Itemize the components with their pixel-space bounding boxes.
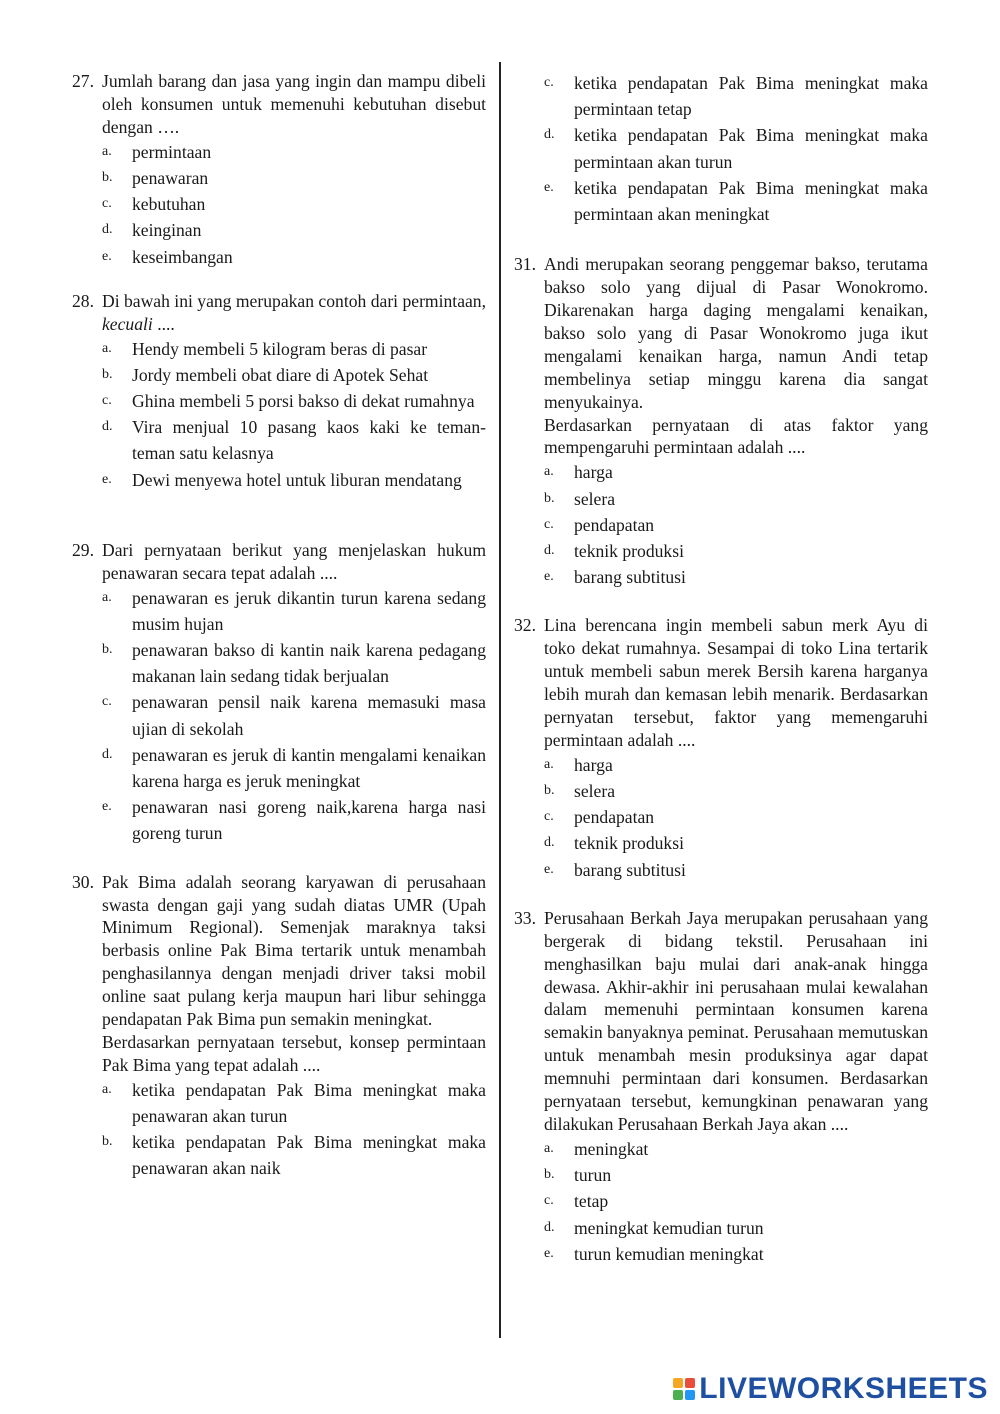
option-text: Ghina membeli 5 porsi bakso di dekat rumahnya <box>132 390 475 411</box>
option-text: penawaran <box>132 167 209 188</box>
question-33 <box>514 907 928 1267</box>
option-letter: b. <box>544 490 555 506</box>
liveworksheets-logo-icon <box>673 1378 695 1400</box>
option-letter: d. <box>544 542 555 558</box>
option-letter: d. <box>544 1219 555 1235</box>
logo-tile <box>673 1390 683 1400</box>
answer-option[interactable] <box>514 564 928 590</box>
option-text: penawaran bakso di kantin naik karena pedagang makanan lain sedang tidak berjualan <box>132 639 486 687</box>
answer-options <box>72 1077 486 1182</box>
option-text: keseimbangan <box>132 246 233 267</box>
question-number: 30. <box>72 871 94 892</box>
question-stem: Andi merupakan seorang penggemar bakso, terutama bakso solo yang dijual di Pasar Wonokromo. Dikarenakan harga daging mengalami kenaikan, bakso solo yang di Pasar Wonokromo juga ikut mengalami kenaikan harga, namun Andi tetap membelinya setiap minggu karena dia sangat menyukainya. <box>544 254 928 412</box>
option-text: penawaran pensil naik karena memasuki masa ujian di sekolah <box>132 692 486 739</box>
logo-tile <box>685 1390 695 1400</box>
answer-option[interactable] <box>514 459 928 485</box>
question-31 <box>514 253 928 590</box>
option-text: Dewi menyewa hotel untuk liburan mendatang <box>132 469 462 490</box>
option-letter: e. <box>544 179 554 195</box>
option-letter: e. <box>102 248 112 264</box>
option-text: Hendy membeli 5 kilogram beras di pasar <box>132 338 428 359</box>
question-29 <box>72 539 486 847</box>
answer-options <box>72 585 486 847</box>
question-number: 32. <box>514 615 536 636</box>
option-text: kebutuhan <box>132 194 206 215</box>
answer-options <box>72 336 486 493</box>
option-text: tetap <box>574 1191 609 1212</box>
answer-option[interactable] <box>72 1129 486 1181</box>
option-letter: c. <box>102 694 112 710</box>
question-number: 29. <box>72 539 94 560</box>
answer-option[interactable] <box>514 1162 928 1188</box>
question-number: 33. <box>514 907 536 928</box>
answer-option[interactable] <box>514 857 928 883</box>
option-text: meningkat kemudian turun <box>574 1217 764 1238</box>
question-stem: Lina berencana ingin membeli sabun merk Ayu di toko dekat rumahnya. Sesampai di toko Lina tertarik untuk membeli sabun merek Bersih karena harganya lebih murah dan kemasan lebih menarik. Berdasarkan pernyatan tersebut, faktor yang memengaruhi permintaan adalah .... <box>544 615 928 750</box>
answer-option[interactable] <box>514 830 928 856</box>
answer-option[interactable] <box>514 1215 928 1241</box>
answer-option[interactable] <box>72 689 486 741</box>
answer-option[interactable] <box>72 585 486 637</box>
question-stem <box>102 290 486 336</box>
answer-option[interactable] <box>72 165 486 191</box>
answer-option[interactable] <box>514 778 928 804</box>
option-text: penawaran es jeruk dikantin turun karena sedang musim hujan <box>132 587 486 634</box>
option-text: ketika pendapatan Pak Bima meningkat maka penawaran akan turun <box>132 1079 486 1126</box>
logo-tile <box>685 1378 695 1388</box>
option-letter: c. <box>544 75 554 90</box>
stem-text: .... <box>152 313 175 334</box>
option-text: pendapatan <box>574 514 655 535</box>
answer-option[interactable] <box>72 388 486 414</box>
option-letter: e. <box>544 1245 554 1261</box>
column-divider <box>499 62 501 1338</box>
question-30 <box>72 871 486 1182</box>
option-letter: c. <box>544 809 554 825</box>
question-28 <box>72 290 486 493</box>
question-32 <box>514 614 928 882</box>
question-number: 31. <box>514 254 536 275</box>
option-letter: a. <box>102 340 112 356</box>
question-number: 27. <box>72 71 94 91</box>
answer-option[interactable] <box>72 362 486 388</box>
answer-options <box>514 752 928 883</box>
answer-option[interactable] <box>514 175 928 227</box>
option-text: penawaran nasi goreng naik,karena harga nasi goreng turun <box>132 797 486 844</box>
logo-tile <box>673 1378 683 1388</box>
question-stem: Pak Bima adalah seorang karyawan di perusahaan swasta dengan gaji yang sudah diatas UMR (Upah Minimum Regional). Semenjak maraknya taksi berbasis online Pak Bima tertarik untuk menambah penghasilannya dengan menjadi driver taksi mobil online saat pulang kerja maupun hari libur sehingga pendapatan Pak Bima pun semakin meningkat. <box>102 871 486 1030</box>
option-text: selera <box>574 488 616 509</box>
option-text: ketika pendapatan Pak Bima meningkat maka permintaan akan turun <box>574 125 928 172</box>
answer-option[interactable] <box>514 1188 928 1214</box>
question-stem: Perusahaan Berkah Jaya merupakan perusahaan yang bergerak di bidang tekstil. Perusahaan ini menghasilkan baju mulai dari anak-anak hingga dewasa. Akhir-akhir ini perusahaan mulai kewalahan dalam memenuhi permintaan konsumen karena semakin banyaknya peminat. Perusahaan memutuskan untuk menambah mesin produksinya agar dapat memnuhi permintaan dari konsumen. Berdasarkan pernyataan tersebut, kemungkinan penawaran yang dilakukan Perusahaan Berkah Jaya akan .... <box>544 907 928 1134</box>
question-stem: Jumlah barang dan jasa yang ingin dan mampu dibeli oleh konsumen untuk memenuhi kebutuhan disebut dengan …. <box>102 71 486 137</box>
option-letter: c. <box>102 196 112 212</box>
option-letter: a. <box>544 756 554 772</box>
answer-option[interactable] <box>514 1241 928 1267</box>
option-letter: b. <box>102 169 113 185</box>
option-letter: c. <box>544 516 554 532</box>
option-text: ketika pendapatan Pak Bima meningkat maka penawaran akan naik <box>132 1132 486 1179</box>
answer-option[interactable] <box>72 414 486 466</box>
answer-option[interactable] <box>514 804 928 830</box>
question-27 <box>72 70 486 270</box>
answer-options <box>72 139 486 270</box>
option-letter: a. <box>544 464 554 480</box>
option-text: penawaran es jeruk di kantin mengalami kenaikan karena harga es jeruk meningkat <box>132 744 486 791</box>
option-text: harga <box>574 754 613 775</box>
answer-option[interactable] <box>72 637 486 689</box>
answer-option[interactable] <box>72 467 486 493</box>
option-letter: d. <box>102 746 113 762</box>
option-letter: a. <box>102 1081 112 1097</box>
answer-option[interactable] <box>514 122 928 174</box>
option-letter: d. <box>544 835 555 851</box>
option-letter: b. <box>544 1167 555 1183</box>
stem-text: Di bawah ini yang merupakan contoh dari permintaan, <box>102 290 487 311</box>
option-text: barang subtitusi <box>574 567 686 588</box>
option-text: barang subtitusi <box>574 859 686 880</box>
option-letter: a. <box>102 589 112 605</box>
stem-emphasis: kecuali <box>102 313 153 334</box>
option-text: turun kemudian meningkat <box>574 1243 764 1264</box>
option-text: teknik produksi <box>574 833 684 854</box>
option-letter: b. <box>544 783 555 799</box>
option-letter: e. <box>544 861 554 877</box>
answer-option[interactable] <box>72 336 486 362</box>
option-text: pendapatan <box>574 807 655 828</box>
option-text: selera <box>574 781 616 802</box>
option-text: ketika pendapatan Pak Bima meningkat maka permintaan akan meningkat <box>574 177 928 225</box>
option-letter: d. <box>544 127 555 143</box>
answer-option[interactable] <box>72 794 486 846</box>
option-text: permintaan <box>132 141 212 162</box>
option-text: keinginan <box>132 220 202 241</box>
answer-options <box>514 459 928 590</box>
brand-name: LIVEWORKSHEETS <box>699 1372 988 1405</box>
answer-option[interactable] <box>72 244 486 270</box>
option-letter: b. <box>102 366 113 382</box>
answer-option[interactable] <box>72 742 486 794</box>
answer-option[interactable] <box>72 217 486 243</box>
option-letter: c. <box>102 392 112 408</box>
option-letter: d. <box>102 419 113 435</box>
question-stem: Dari pernyataan berikut yang menjelaskan hukum penawaran secara tepat adalah .... <box>102 539 486 583</box>
left-column <box>72 70 486 1182</box>
answer-option[interactable] <box>514 1136 928 1162</box>
answer-options-continued <box>514 70 928 227</box>
option-letter: a. <box>544 1140 554 1156</box>
option-text: teknik produksi <box>574 540 684 561</box>
option-letter: c. <box>544 1193 554 1209</box>
answer-option[interactable] <box>514 70 928 122</box>
option-text: Jordy membeli obat diare di Apotek Sehat <box>132 364 429 385</box>
option-text: meningkat <box>574 1138 649 1159</box>
option-letter: e. <box>102 471 112 487</box>
question-stem: Berdasarkan pernyataan tersebut, konsep permintaan Pak Bima yang tepat adalah .... <box>102 1031 486 1075</box>
option-letter: b. <box>102 641 113 657</box>
answer-option[interactable] <box>514 752 928 778</box>
answer-option[interactable] <box>514 512 928 538</box>
right-column <box>514 70 928 1267</box>
answer-option[interactable] <box>72 139 486 165</box>
option-letter: a. <box>102 143 112 159</box>
option-letter: e. <box>102 799 112 815</box>
option-letter: d. <box>102 222 113 238</box>
option-letter: e. <box>544 569 554 585</box>
answer-options <box>514 1136 928 1267</box>
option-text: Vira menjual 10 pasang kaos kaki ke teman-teman satu kelasnya <box>132 417 486 464</box>
option-text: turun <box>574 1165 612 1186</box>
liveworksheets-brand[interactable] <box>673 1372 988 1406</box>
option-text: harga <box>574 462 613 483</box>
answer-option[interactable] <box>514 538 928 564</box>
answer-option[interactable] <box>72 1077 486 1129</box>
option-text: ketika pendapatan Pak Bima meningkat maka permintaan tetap <box>574 73 928 120</box>
option-letter: b. <box>102 1134 113 1150</box>
answer-option[interactable] <box>72 191 486 217</box>
question-stem: Berdasarkan pernyataan di atas faktor yang mempengaruhi permintaan adalah .... <box>544 414 928 458</box>
answer-option[interactable] <box>514 486 928 512</box>
question-number: 28. <box>72 290 94 311</box>
